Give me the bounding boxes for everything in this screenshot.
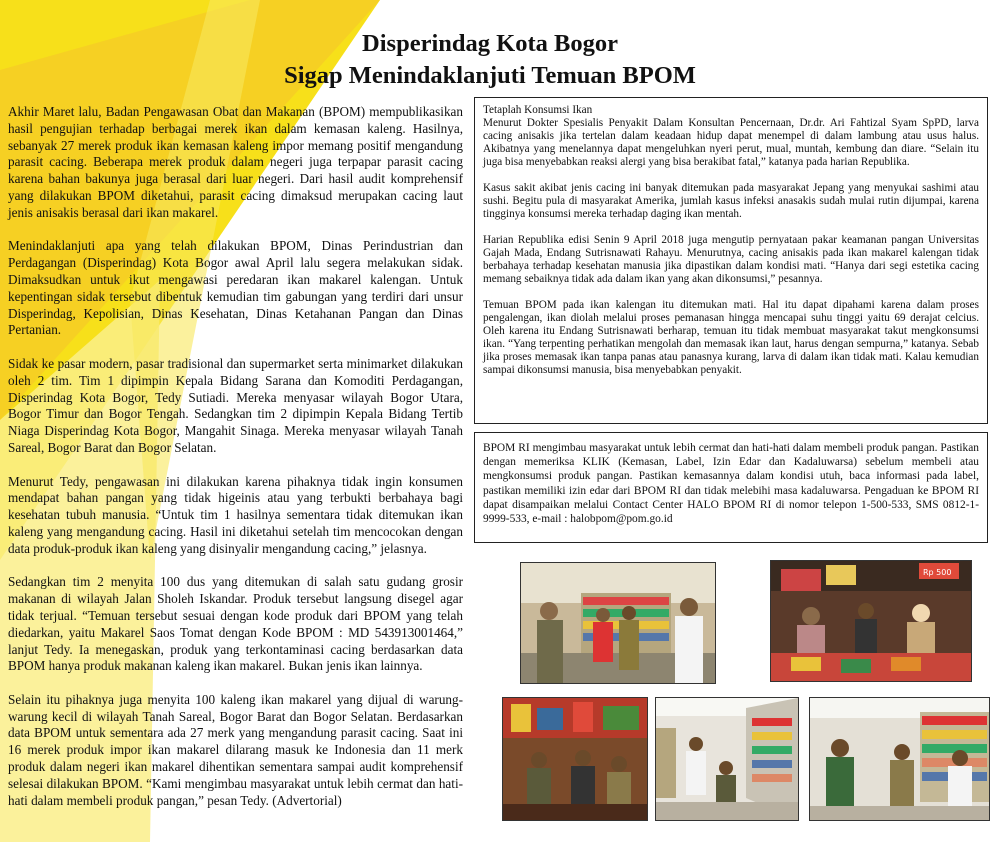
photo-inspection-aisle — [520, 562, 716, 684]
notice-text: BPOM RI mengimbau masyarakat untuk lebih cermat dan hati-hati dalam membeli produk pangan. Pastikan dengan memeriksa KLIK (Kemasan, Label, Izin Edar dan Kadaluwarsa) sebelum membeli atau mengkonsumsi produk pangan. Pastikan kemasannya dalam kondisi utuh, baca informasi pada label, pastikan memiliki izin edar dari BPOM RI dan tidak melebihi masa kadaluwarsa. Pengaduan ke BPOM RI dapat disampaikan melalui Contact Center HALO BPOM RI di nomor telepon 1-500-533, SMS 0812-1-9999-533, e-mail : halobpom@pom.go.id — [483, 442, 979, 526]
article-body — [8, 104, 463, 826]
photo-supermarket-aisle — [655, 697, 799, 821]
article-paragraph: Sedangkan tim 2 menyita 100 dus yang ditemukan di salah satu gudang grosir makanan di wilayah Jalan Sholeh Iskandar. Produk tersebut langsung disegel agar tidak terjual. “Temuan tersebut sesuai dengan kode produk dari BPOM yang telah diedarkan, yaitu Makarel Saos Tomat dengan Kode BPOM : MD 543913001464,” lanjut Tedy. Ia menegaskan, produk yang terkontaminasi cacing berdasarkan data BPOM hanya produk makanan kaleng ikan makarel. Bukan jenis ikan lainnya. — [8, 574, 463, 674]
photo-shop-interior — [502, 697, 648, 821]
article-paragraph: Sidak ke pasar modern, pasar tradisional dan supermarket serta minimarket dilakukan oleh 2 tim. Tim 1 dipimpin Kepala Bidang Sarana dan Komoditi Perdagangan, Disperindag Kota Bogor, Tedy Sutiadi. Mereka menyasar wilayah Bogor Utara, Bogor Timur dan Bogor Tengah. Sedangkan tim 2 dipimpin Kepala Bidang Tertib Niaga Disperindag Kota Bogor, Mangahit Sinaga. Mereka menyasar wilayah Tanah Sareal, Bogor Barat dan Bogor Selatan. — [8, 355, 463, 455]
sidebar-heading: Tetaplah Konsumsi Ikan — [483, 104, 593, 116]
notice-box-bpom — [474, 432, 988, 543]
sidebar-paragraph: Harian Republika edisi Senin 9 April 2018 juga mengutip pernyataan pakar keamanan pangan Universitas Gajah Mada, Endang Sutrisnawati Rahayu. Menurutnya, cacing anisakis pada ikan makarel kalengan tidak berbahaya terhadap kesehatan manusia jika dipastikan dalam kondisi mati. “Hanya dari segi estetika cacing memang sebaiknya tidak ada dalam ikan yang akan dikonsumsi,” pesannya. — [483, 234, 979, 285]
article-paragraph: Menurut Tedy, pengawasan ini dilakukan karena pihaknya tidak ingin konsumen mendapat bahan pangan yang tidak higeinis atau yang terbukti berbahaya bagi kesehatan tubuh manusia. “Untuk tim 1 hasilnya sementara tidak ditemukan ikan kaleng yang mengandung cacing. Hasil ini diketahui setelah tim mencocokan dengan data produk-produk ikan kaleng yang disinyalir mengandung cacing,” jelasnya. — [8, 473, 463, 556]
article-paragraph: Menindaklanjuti apa yang telah dilakukan BPOM, Dinas Perindustrian dan Perdagangan (Disperindag) Kota Bogor awal April lalu segera melakukan sidak. Dimaksudkan untuk ikut mengawasi peredaran ikan makarel kalengan. Untuk kepentingan sidak tersebut dibentuk kemudian tim gabungan yang terdiri dari unsur Disperindag, Kepolisian, Dinas Kesehatan, Dinas Ketahanan Pangan dan Dinas Pertanian. — [8, 238, 463, 338]
sidebar-paragraph: Menurut Dokter Spesialis Penyakit Dalam Konsultan Pencernaan, Dr.dr. Ari Fahtizal Syam SpPD, larva cacing anisakis jika tertelan dalam keadaan hidup dapat menempel di dalam lambung atau usus halus. Akibatnya yang menelannya dapat mengeluhkan nyeri perut, mual, muntah, kembung dan diare. “Selain itu juga bisa menyebabkan reaksi alergi yang bisa berakibat fatal,” katanya pada harian Republika. — [483, 117, 979, 168]
photo-market-stall — [770, 560, 972, 682]
title-line-2: Sigap Menindaklanjuti Temuan BPOM — [284, 62, 696, 89]
sidebar-box-tetaplah-konsumsi-ikan — [474, 97, 988, 424]
photo-officials-supermarket — [809, 697, 990, 821]
sidebar-paragraph: Temuan BPOM pada ikan kalengan itu ditemukan mati. Hal itu dapat dipahami karena dalam proses pengalengan, ikan diolah melalui proses pemanasan hingga mencapai suhu tinggi yaitu 69 derajat celcius. Oleh karena itu Endang Sutrisnawati berharap, temuan itu tidak membuat masyarakat takut mengkonsumsi ikan. “Yang terpenting perhatikan mengolah dan memasak ikan laut, harus dengan sempurna,” katanya. Sebab jika proses memasak ikan tanpa panas atau panasnya kurang, larva di dalam ikan tidak mati. Kalau kemudian sampai dikonsumsi manusia, bisa menyebabkan penyakit. — [483, 299, 979, 376]
sidebar-paragraph: Kasus sakit akibat jenis cacing ini banyak ditemukan pada masyarakat Jepang yang menyukai sashimi atau sushi. Begitu pula di masyarakat Amerika, jumlah kasus infeksi anasakis sudah mulai rutin dijumpai, karena tingginya konsumsi mereka terhadap daging ikan mentah. — [483, 182, 979, 220]
price-tag: Rp 500 — [923, 568, 952, 577]
article-paragraph: Selain itu pihaknya juga menyita 100 kaleng ikan makarel yang dijual di warung-warung kecil di wilayah Tanah Sareal, Bogor Barat dan Bogor Selatan. Berdasarkan data BPOM untuk sementara ada 27 merk yang mengandung parasit cacing. Saat ini 16 merek produk impor ikan makarel dilarang masuk ke Indonesia dan 11 merk produk dalam negeri ikan makarel dihentikan sementara sampai audit komprehensif selesai dilakukan BPOM. “Kami mengimbau masyarakat untuk lebih cermat dan hati-hati dalam membeli produk pangan,” pesan Tedy. (Advertorial) — [8, 691, 463, 808]
title-line-1: Disperindag Kota Bogor — [362, 30, 618, 57]
page-title — [150, 28, 830, 92]
article-paragraph: Akhir Maret lalu, Badan Pengawasan Obat dan Makanan (BPOM) mempublikasikan hasil pengujian terhadap berbagai merek ikan dalam kemasan kaleng. Hasilnya, sebanyak 27 merek produk ikan kemasan kaleng impor memang positif mengandung parasit cacing. Beberapa merek produk dalam negeri juga terpapar parasit cacing karena bahan bakunya juga berasal dari luar negeri. Dari hasil audit komprehensif yang dilakukan BPOM diketahui, parasit cacing dimaksud merupakan cacing laut jenis anisakis berasal dari ikan makarel. — [8, 104, 463, 220]
